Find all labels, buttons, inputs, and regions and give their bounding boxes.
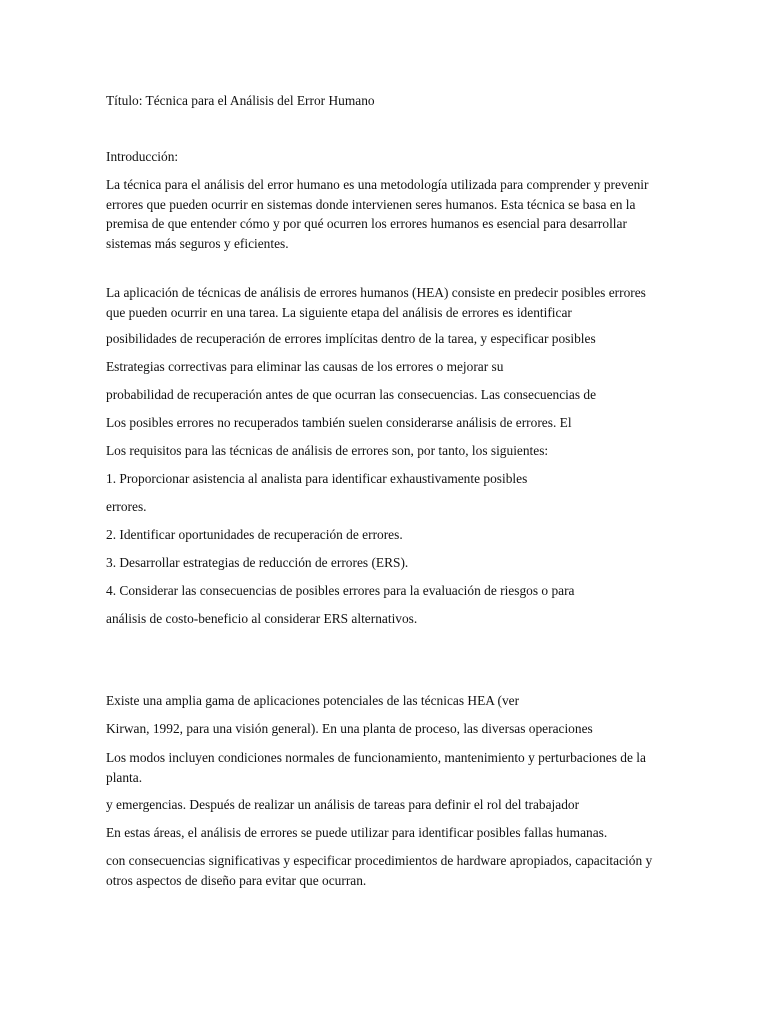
list-item-4: 4. Considerar las consecuencias de posibles errores para la evaluación de riesgos o para [106, 583, 575, 598]
list-item-4-continued: análisis de costo-beneficio al considerar ERS alternativos. [106, 611, 418, 626]
section3-line: En estas áreas, el análisis de errores se puede utilizar para identificar posibles fallas humanas. [106, 825, 608, 840]
section2-opening: La aplicación de técnicas de análisis de errores humanos (HEA) consiste en predecir posibles errores que pueden ocurrir en una tarea. La siguiente etapa del análisis de errores es identificar [106, 285, 646, 320]
section3-line: con consecuencias significativas y especificar procedimientos de hardware apropiados, capacitación y otros aspectos de diseño para evitar que ocurran. [106, 853, 653, 888]
intro-heading: Introducción: [106, 149, 179, 164]
section3-line: Kirwan, 1992, para una visión general). En una planta de proceso, las diversas operaciones [106, 721, 593, 736]
section3-line: y emergencias. Después de realizar un análisis de tareas para definir el rol del trabajador [106, 797, 580, 812]
section2-line: posibilidades de recuperación de errores implícitas dentro de la tarea, y especificar posibles [106, 331, 596, 346]
list-item-1-continued: errores. [106, 499, 147, 514]
list-item-1: 1. Proporcionar asistencia al analista para identificar exhaustivamente posibles [106, 471, 528, 486]
section3-line: Los modos incluyen condiciones normales de funcionamiento, mantenimiento y perturbaciones de la planta. [106, 750, 646, 785]
section2-line: Estrategias correctivas para eliminar las causas de los errores o mejorar su [106, 359, 504, 374]
section2-line: probabilidad de recuperación antes de que ocurran las consecuencias. Las consecuencias de [106, 387, 597, 402]
list-item-2: 2. Identificar oportunidades de recuperación de errores. [106, 527, 403, 542]
section2-line: Los requisitos para las técnicas de análisis de errores son, por tanto, los siguientes: [106, 443, 549, 458]
intro-paragraph: La técnica para el análisis del error humano es una metodología utilizada para comprender y prevenir errores que pueden ocurrir en sistemas donde intervienen seres humanos. Esta técnica se basa en la premisa de que entender cómo y por qué ocurren los errores humanos es esencial para desarrollar sistemas más seguros y eficientes. [106, 177, 649, 251]
list-item-3: 3. Desarrollar estrategias de reducción de errores (ERS). [106, 555, 409, 570]
section2-line: Los posibles errores no recuperados también suelen considerarse análisis de errores. El [106, 415, 572, 430]
section3-line: Existe una amplia gama de aplicaciones potenciales de las técnicas HEA (ver [106, 693, 520, 708]
document-title: Título: Técnica para el Análisis del Error Humano [106, 93, 375, 108]
